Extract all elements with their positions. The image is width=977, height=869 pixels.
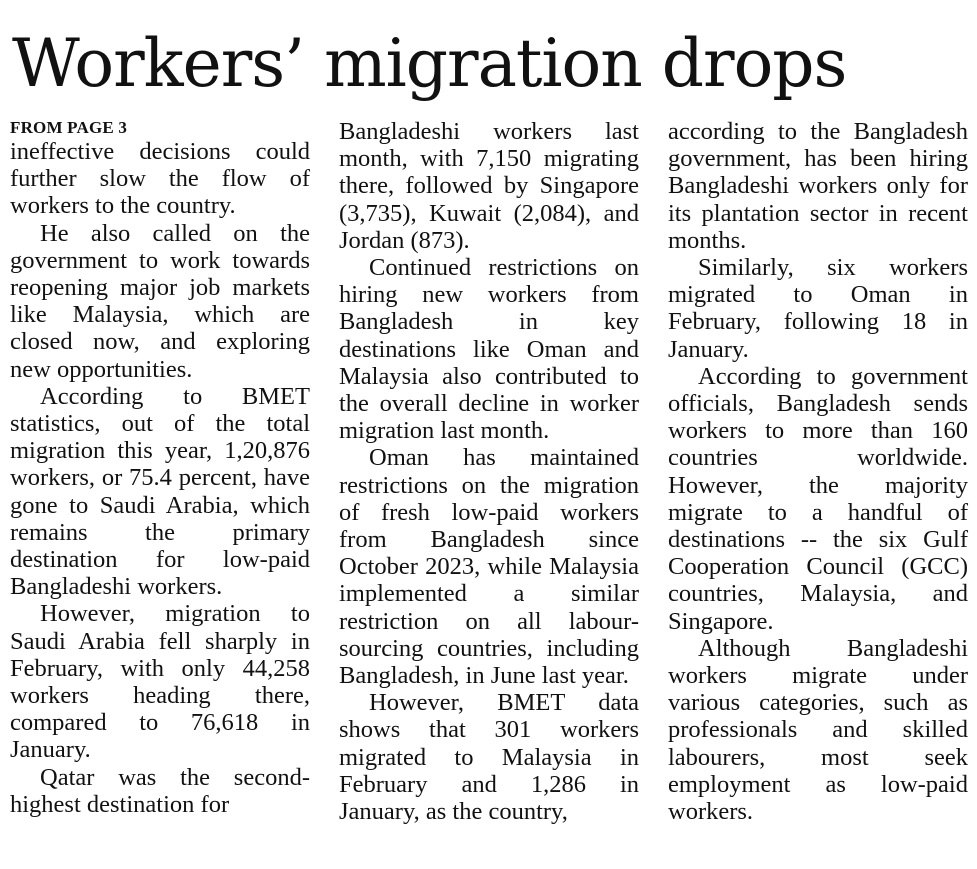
paragraph: He also called on the government to work towards reopening major job markets like Malaysia, which are closed now, and exploring new opportunities.: [10, 219, 310, 383]
article-column-2: [339, 118, 639, 825]
paragraph: according to the Bangladesh government, has been hiring Bangladeshi workers only for its plantation sector in recent months.: [668, 118, 968, 254]
article-column-3: [668, 118, 968, 825]
paragraph: Similarly, six workers migrated to Oman in February, following 18 in January.: [668, 254, 968, 363]
paragraph: Oman has maintained restrictions on the migration of fresh low-paid workers from Bangladesh since October 2023, while Malaysia implemented a similar restriction on all labour-sourcing countries, including Bangladesh, in June last year.: [339, 444, 639, 690]
paragraph: However, BMET data shows that 301 workers migrated to Malaysia in February and 1,286 in January, as the country,: [339, 689, 639, 826]
article-column-1: [10, 118, 310, 818]
jump-label: FROM PAGE 3: [10, 118, 128, 137]
paragraph: However, migration to Saudi Arabia fell sharply in February, with only 44,258 workers heading there, compared to 76,618 in January.: [10, 600, 310, 764]
paragraph: ineffective decisions could further slow the flow of workers to the country.: [10, 138, 310, 220]
paragraph: Continued restrictions on hiring new workers from Bangladesh in key destinations like Oman and Malaysia also contributed to the overall decline in worker migration last month.: [339, 254, 639, 445]
paragraph: Bangladeshi workers last month, with 7,150 migrating there, followed by Singapore (3,735), Kuwait (2,084), and Jordan (873).: [339, 118, 639, 254]
paragraph: According to BMET statistics, out of the total migration this year, 1,20,876 workers, or 75.4 percent, have gone to Saudi Arabia, which remains the primary destination for low-paid Bangladeshi workers.: [10, 382, 310, 601]
paragraph: According to government officials, Bangladesh sends workers to more than 160 countries worldwide. However, the majority migrate to a handful of destinations -- the six Gulf Cooperation Council (GCC) countries, Malaysia, and Singapore.: [668, 362, 968, 635]
paragraph: Although Bangladeshi workers migrate under various categories, such as professionals and skilled labourers, most seek employment as low-paid workers.: [668, 634, 968, 826]
headline: Workers’ migration drops: [12, 25, 847, 102]
paragraph: Qatar was the second-highest destination for: [10, 763, 310, 818]
